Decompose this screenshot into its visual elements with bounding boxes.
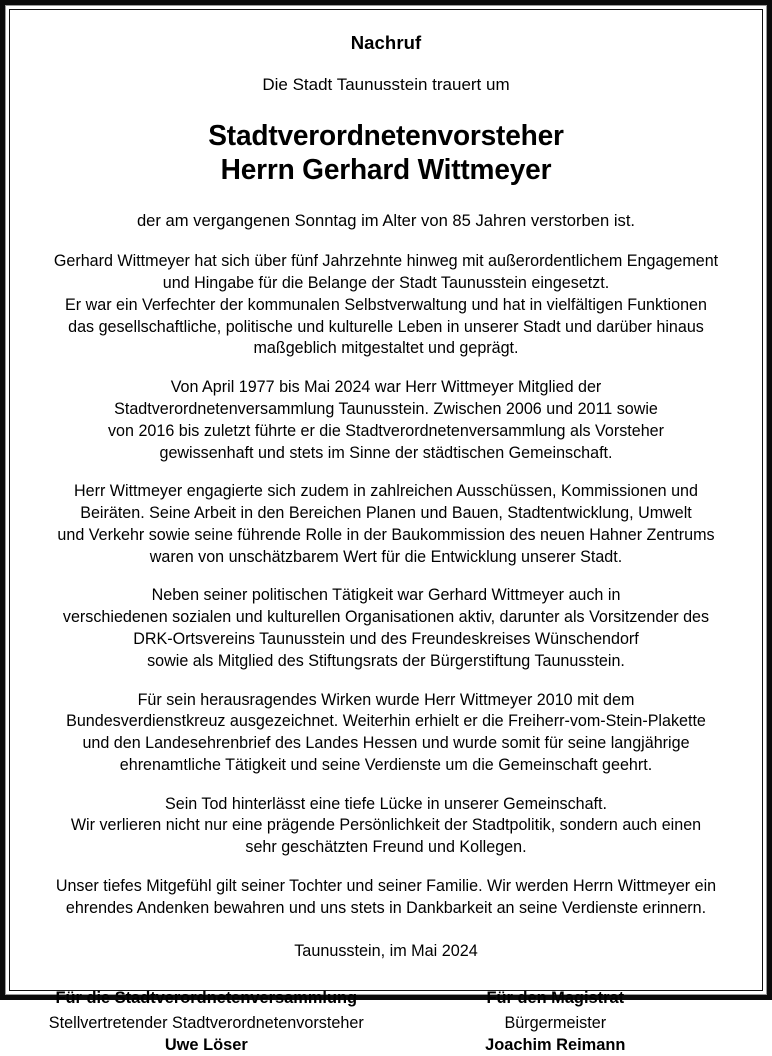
paragraph-line: Bundesverdienstkreuz ausgezeichnet. Weiterhin erhielt er die Freiherr-vom-Stein-Plakette	[66, 712, 706, 731]
notice-paragraph-honours	[39, 690, 734, 777]
deceased-office-title: Stadtverordnetenvorsteher	[208, 120, 564, 153]
signature-role: Bürgermeister	[504, 1013, 607, 1032]
paragraph-line: das gesellschaftliche, politische und kulturelle Leben in unserer Stadt und darüber hinaus	[68, 317, 704, 336]
paragraph-line: von 2016 bis zuletzt führte er die Stadtverordnetenversammlung als Vorsteher	[108, 421, 664, 440]
paragraph-line: und Verkehr sowie seine führende Rolle in der Baukommission des neuen Hahner Zentrums	[57, 525, 715, 544]
signature-heading: Für die Stadtverordnetenversammlung	[55, 988, 357, 1007]
deceased-name: Herrn Gerhard Wittmeyer	[220, 154, 552, 187]
paragraph-line: maßgeblich mitgestaltet und geprägt.	[253, 339, 519, 358]
paragraph-line: DRK-Ortsvereins Taunusstein und des Freundeskreises Wünschendorf	[133, 629, 639, 648]
notice-paragraph-mandate	[39, 377, 734, 464]
paragraph-line: Neben seiner politischen Tätigkeit war Gerhard Wittmeyer auch in	[151, 586, 621, 605]
paragraph-line: und Hingabe für die Belange der Stadt Taunusstein eingesetzt.	[162, 274, 610, 293]
notice-paragraph-loss	[39, 794, 734, 859]
paragraph-line: ehrendes Andenken bewahren und uns stets in Dankbarkeit an seine Verdienste erinnern.	[65, 898, 707, 917]
paragraph-line: sowie als Mitglied des Stiftungsrats der Bürgerstiftung Taunusstein.	[147, 651, 625, 670]
paragraph-line: Sein Tod hinterlässt eine tiefe Lücke in unserer Gemeinschaft.	[165, 794, 607, 813]
signature-column-left	[37, 988, 376, 1056]
paragraph-line: verschiedenen sozialen und kulturellen Organisationen aktiv, darunter als Vorsitzender des	[62, 608, 710, 627]
notice-lead-line: Die Stadt Taunusstein trauert um	[262, 75, 510, 95]
notice-content	[18, 14, 754, 1055]
paragraph-line: Stadtverordnetenversammlung Taunusstein. Zwischen 2006 und 2011 sowie	[114, 399, 658, 418]
notice-heading: Nachruf	[350, 32, 422, 53]
signature-heading: Für den Magistrat	[486, 988, 625, 1007]
signature-block	[37, 988, 735, 1056]
signature-name: Joachim Reimann	[485, 1036, 626, 1055]
paragraph-line: Beiräten. Seine Arbeit in den Bereichen Planen und Bauen, Stadtentwicklung, Umwelt	[80, 504, 692, 523]
paragraph-line: waren von unschätzbarem Wert für die Entwicklung unserer Stadt.	[149, 547, 623, 566]
paragraph-line: Unser tiefes Mitgefühl gilt seiner Tochter und seiner Familie. Wir werden Herrn Wittmeyer ein	[55, 877, 717, 895]
death-age-line: der am vergangenen Sonntag im Alter von 85 Jahren verstorben ist.	[136, 210, 636, 230]
signature-column-right	[376, 988, 735, 1056]
paragraph-line: Er war ein Verfechter der kommunalen Selbstverwaltung und hat in vielfältigen Funktionen	[65, 295, 707, 314]
paragraph-line: Wir verlieren nicht nur eine prägende Persönlichkeit der Stadtpolitik, sondern auch einen	[70, 816, 702, 835]
paragraph-line: ehrenamtliche Tätigkeit und seine Verdienste um die Gemeinschaft geehrt.	[119, 755, 653, 774]
notice-paragraph-organisations	[39, 585, 734, 672]
paragraph-line: und den Landesehrenbrief des Landes Hessen und wurde somit für seine langjährige	[82, 734, 690, 753]
paragraph-line: sehr geschätzten Freund und Kollegen.	[245, 838, 527, 857]
place-and-date: Taunusstein, im Mai 2024	[294, 941, 478, 960]
notice-paragraph-condolence	[39, 876, 734, 920]
notice-paragraph-engagement	[39, 251, 734, 360]
signature-role: Stellvertretender Stadtverordnetenvorsteher	[48, 1013, 364, 1032]
paragraph-line: Für sein herausragendes Wirken wurde Herr Wittmeyer 2010 mit dem	[137, 690, 635, 709]
deceased-name-block	[42, 120, 730, 187]
paragraph-line: gewissenhaft und stets im Sinne der städtischen Gemeinschaft.	[159, 443, 613, 462]
notice-paragraph-committees	[39, 481, 734, 568]
paragraph-line: Gerhard Wittmeyer hat sich über fünf Jahrzehnte hinweg mit außerordentlichem Engagement	[53, 252, 719, 271]
notice-body	[37, 251, 735, 919]
paragraph-line: Von April 1977 bis Mai 2024 war Herr Wittmeyer Mitglied der	[170, 378, 602, 397]
signature-name: Uwe Löser	[164, 1036, 248, 1055]
paragraph-line: Herr Wittmeyer engagierte sich zudem in zahlreichen Ausschüssen, Kommissionen und	[74, 482, 698, 501]
